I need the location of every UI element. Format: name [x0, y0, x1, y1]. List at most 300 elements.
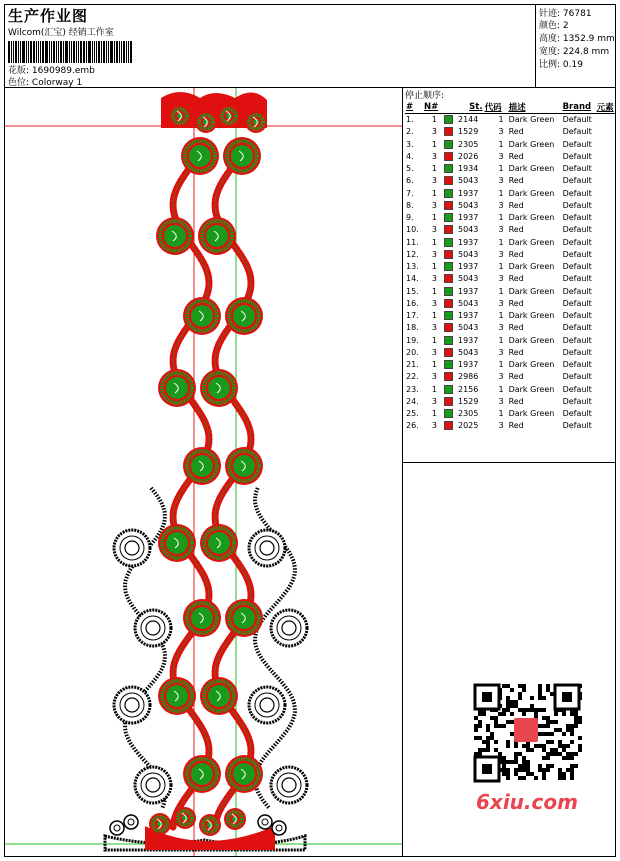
row-description: Dark Green	[508, 384, 555, 394]
row-stitches: 2156	[458, 384, 479, 394]
row-stitches: 1529	[458, 396, 479, 406]
row-index: 15.	[406, 286, 419, 296]
row-color-cell	[443, 335, 457, 347]
rosette-right-5-fill	[233, 455, 255, 477]
barcode-bar	[42, 41, 44, 63]
stop-sequence-caption: 停止顺序:	[405, 91, 445, 101]
table-row	[405, 273, 615, 285]
medallion-right-4-outer	[271, 767, 307, 803]
row-element	[596, 212, 615, 224]
row-stitches: 1937	[458, 188, 479, 198]
colors-row	[539, 18, 569, 31]
qr-module	[558, 752, 562, 756]
qr-module	[526, 748, 530, 752]
color-swatch	[444, 336, 453, 345]
row-color-cell	[443, 408, 457, 420]
barcode-bar	[18, 41, 19, 63]
row-color-cell	[443, 261, 457, 273]
row-description: Dark Green	[508, 409, 555, 419]
qr-module	[570, 764, 574, 768]
row-brand: Default	[562, 421, 592, 431]
row-stitches: 1937	[458, 360, 479, 370]
row-stitches: 5043	[458, 274, 479, 284]
qr-module	[546, 688, 550, 692]
medallion-left-4-outer	[135, 767, 171, 803]
qr-module	[546, 768, 550, 772]
row-color-cell	[443, 420, 457, 432]
rosette-left-6-fill	[166, 532, 188, 554]
qr-module	[566, 744, 570, 748]
qr-module	[514, 704, 518, 708]
row-color-cell	[443, 273, 457, 285]
row-color-cell	[443, 126, 457, 138]
row-stitches: 2305	[458, 139, 479, 149]
row-index: 3.	[406, 139, 414, 149]
row-brand: Default	[562, 249, 592, 259]
row-stitches: 5043	[458, 249, 479, 259]
qr-module	[522, 708, 526, 712]
color-swatch	[444, 372, 453, 381]
row-element	[596, 237, 615, 249]
row-brand: Default	[562, 274, 592, 284]
row-needle: 3	[431, 176, 437, 186]
color-swatch	[444, 360, 453, 369]
row-description: Red	[508, 225, 524, 235]
row-element	[596, 359, 615, 371]
barcode-bar	[126, 41, 127, 63]
row-description: Red	[508, 372, 524, 382]
row-code: 1	[498, 262, 504, 272]
stitches-label: 针迹:	[539, 9, 561, 19]
row-description: Dark Green	[508, 213, 555, 223]
row-description: Dark Green	[508, 311, 555, 321]
qr-module	[538, 696, 542, 700]
qr-module	[502, 764, 506, 768]
qr-module	[550, 732, 554, 736]
table-row	[405, 322, 615, 334]
qr-module	[506, 776, 510, 780]
qr-module	[522, 760, 526, 764]
qr-module	[522, 776, 526, 780]
color-swatch	[444, 201, 453, 210]
qr-module	[562, 776, 566, 780]
row-needle: 3	[431, 127, 437, 137]
row-description: Red	[508, 323, 524, 333]
color-swatch	[444, 409, 453, 418]
row-index: 19.	[406, 335, 419, 345]
qr-module	[574, 724, 578, 728]
qr-module	[538, 732, 542, 736]
row-brand: Default	[562, 360, 592, 370]
row-stitches: 1937	[458, 213, 479, 223]
rosette-left-8-fill	[166, 685, 188, 707]
barcode-bar	[51, 41, 52, 63]
row-description: Red	[508, 200, 524, 210]
row-description: Red	[508, 151, 524, 161]
qr-module	[474, 736, 478, 740]
colorway-label: 色位:	[8, 78, 30, 88]
color-swatch	[444, 250, 453, 259]
barcode-bar	[30, 41, 32, 63]
qr-module	[566, 724, 570, 728]
qr-module	[518, 696, 522, 700]
table-row	[405, 310, 615, 322]
qr-module	[554, 720, 558, 724]
barcode-bar	[28, 41, 29, 63]
table-row	[405, 371, 615, 383]
qr-module	[474, 752, 478, 756]
qr-module	[554, 712, 558, 716]
qr-module	[494, 716, 498, 720]
barcode-bar	[38, 41, 39, 63]
qr-module	[526, 772, 530, 776]
qr-module	[538, 724, 542, 728]
qr-module	[498, 724, 502, 728]
row-description: Red	[508, 176, 524, 186]
row-needle: 1	[431, 286, 437, 296]
table-row	[405, 249, 615, 261]
table-row	[405, 151, 615, 163]
barcode-bar	[65, 41, 68, 63]
row-stitches: 1937	[458, 262, 479, 272]
qr-module	[550, 748, 554, 752]
row-description: Red	[508, 421, 524, 431]
row-color-cell	[443, 139, 457, 151]
row-color-cell	[443, 212, 457, 224]
scale-value: 0.19	[562, 60, 583, 70]
qr-module	[478, 752, 482, 756]
watermark-logo: 6xiu.com	[476, 790, 578, 814]
qr-module	[506, 704, 510, 708]
row-color-cell	[443, 310, 457, 322]
stitches-value: 76781	[562, 9, 592, 19]
rosette-right-9-fill	[233, 763, 255, 785]
row-code: 3	[498, 249, 504, 259]
qr-module	[502, 760, 506, 764]
row-stitches: 2025	[458, 421, 479, 431]
barcode-bar	[101, 41, 102, 63]
row-color-cell	[443, 224, 457, 236]
row-needle: 3	[431, 323, 437, 333]
qr-module	[566, 768, 570, 772]
qr-module	[550, 752, 554, 756]
color-swatch	[444, 311, 453, 320]
qr-module	[570, 728, 574, 732]
table-row	[405, 408, 615, 420]
row-needle: 3	[431, 298, 437, 308]
color-swatch	[444, 127, 453, 136]
row-brand: Default	[562, 127, 592, 137]
header-panel	[5, 5, 536, 88]
table-row	[405, 298, 615, 310]
qr-module	[506, 696, 510, 700]
row-code: 1	[498, 237, 504, 247]
row-needle: 3	[431, 249, 437, 259]
width-row	[539, 44, 609, 57]
qr-module	[502, 756, 506, 760]
qr-module	[558, 728, 562, 732]
row-color-cell	[443, 200, 457, 212]
row-stitches: 1529	[458, 127, 479, 137]
qr-module	[478, 720, 482, 724]
qr-module	[570, 772, 574, 776]
bottom-medallion-3	[258, 815, 272, 829]
row-stitches: 1937	[458, 286, 479, 296]
row-needle: 3	[431, 200, 437, 210]
row-brand: Default	[562, 335, 592, 345]
row-needle: 1	[431, 311, 437, 321]
row-stitches: 2305	[458, 409, 479, 419]
qr-module	[542, 776, 546, 780]
color-swatch	[444, 152, 453, 161]
barcode-bar	[108, 41, 109, 63]
qr-module	[542, 768, 546, 772]
qr-module	[486, 736, 490, 740]
qr-module	[554, 752, 558, 756]
row-needle: 1	[431, 237, 437, 247]
qr-module	[578, 720, 582, 724]
row-index: 11.	[406, 237, 419, 247]
qr-module	[542, 756, 546, 760]
row-code: 1	[498, 335, 504, 345]
row-element	[596, 310, 615, 322]
barcode	[8, 41, 148, 63]
row-description: Dark Green	[508, 139, 555, 149]
color-swatch	[444, 115, 453, 124]
row-code: 3	[498, 298, 504, 308]
qr-module	[478, 724, 482, 728]
row-element	[596, 335, 615, 347]
rosette-left-3-fill	[191, 305, 213, 327]
row-needle: 3	[431, 347, 437, 357]
row-index: 21.	[406, 360, 419, 370]
row-needle: 1	[431, 335, 437, 345]
row-index: 14.	[406, 274, 419, 284]
row-stitches: 1937	[458, 335, 479, 345]
row-description: Red	[508, 127, 524, 137]
row-needle: 3	[431, 274, 437, 284]
qr-module	[578, 736, 582, 740]
stop-sequence-panel	[403, 88, 615, 463]
row-description: Dark Green	[508, 164, 555, 174]
barcode-bar	[76, 41, 77, 63]
row-code: 1	[498, 213, 504, 223]
qr-module	[522, 688, 526, 692]
qr-module	[562, 712, 566, 716]
qr-finder-inner-3	[482, 764, 492, 774]
row-element	[596, 126, 615, 138]
qr-module	[510, 704, 514, 708]
qr-module	[574, 712, 578, 716]
qr-module	[514, 768, 518, 772]
qr-module	[538, 692, 542, 696]
row-brand: Default	[562, 176, 592, 186]
qr-module	[554, 748, 558, 752]
row-stitches: 5043	[458, 323, 479, 333]
row-code: 1	[498, 286, 504, 296]
row-description: Dark Green	[508, 188, 555, 198]
row-stitches: 5043	[458, 225, 479, 235]
table-row	[405, 163, 615, 175]
qr-module	[542, 716, 546, 720]
row-code: 3	[498, 396, 504, 406]
row-needle: 3	[431, 396, 437, 406]
colors-value: 2	[562, 21, 569, 31]
row-description: Red	[508, 347, 524, 357]
qr-module	[538, 744, 542, 748]
barcode-bar	[13, 41, 14, 63]
qr-module	[506, 744, 510, 748]
row-element	[596, 347, 615, 359]
qr-module	[478, 712, 482, 716]
row-needle: 1	[431, 188, 437, 198]
qr-module	[542, 748, 546, 752]
qr-module	[498, 752, 502, 756]
qr-module	[542, 708, 546, 712]
row-index: 25.	[406, 409, 419, 419]
qr-module	[486, 740, 490, 744]
row-element	[596, 261, 615, 273]
col-stitches: St.	[443, 100, 484, 114]
row-needle: 3	[431, 421, 437, 431]
qr-module	[522, 768, 526, 772]
qr-module	[526, 744, 530, 748]
row-brand: Default	[562, 188, 592, 198]
barcode-bar	[33, 41, 35, 63]
qr-module	[510, 760, 514, 764]
qr-module	[570, 712, 574, 716]
rosette-right-2-fill	[206, 225, 228, 247]
height-label: 高度:	[539, 34, 561, 44]
row-brand: Default	[562, 384, 592, 394]
row-index: 10.	[406, 225, 419, 235]
medallion-right-2-outer	[271, 610, 307, 646]
row-color-cell	[443, 151, 457, 163]
row-element	[596, 408, 615, 420]
row-brand: Default	[562, 115, 592, 125]
barcode-bar	[22, 41, 25, 63]
row-code: 1	[498, 360, 504, 370]
row-index: 13.	[406, 262, 419, 272]
table-row	[405, 335, 615, 347]
medallion-left-3-outer	[114, 687, 150, 723]
qr-module	[542, 732, 546, 736]
barcode-bar	[114, 41, 115, 63]
table-row	[405, 114, 615, 127]
row-color-cell	[443, 371, 457, 383]
col-index: #	[405, 100, 423, 114]
row-color-cell	[443, 384, 457, 396]
qr-module	[474, 716, 478, 720]
qr-module	[550, 764, 554, 768]
color-swatch	[444, 140, 453, 149]
row-index: 1.	[406, 115, 414, 125]
barcode-bar	[60, 41, 62, 63]
qr-module	[566, 752, 570, 756]
qr-module	[502, 768, 506, 772]
barcode-bar	[83, 41, 85, 63]
qr-module	[494, 724, 498, 728]
row-needle: 3	[431, 151, 437, 161]
row-brand: Default	[562, 225, 592, 235]
barcode-bar	[106, 41, 107, 63]
row-description: Dark Green	[508, 335, 555, 345]
qr-module	[518, 764, 522, 768]
row-color-cell	[443, 298, 457, 310]
row-element	[596, 139, 615, 151]
row-stitches: 2026	[458, 151, 479, 161]
qr-module	[514, 756, 518, 760]
row-brand: Default	[562, 151, 592, 161]
qr-module	[526, 708, 530, 712]
color-swatch	[444, 262, 453, 271]
color-swatch	[444, 238, 453, 247]
row-stitches: 5043	[458, 200, 479, 210]
barcode-bar	[45, 41, 48, 63]
row-code: 1	[498, 188, 504, 198]
row-code: 3	[498, 225, 504, 235]
scale-row	[539, 57, 583, 70]
qr-module	[514, 752, 518, 756]
row-code: 1	[498, 311, 504, 321]
row-needle: 1	[431, 164, 437, 174]
table-row	[405, 188, 615, 200]
table-row	[405, 347, 615, 359]
row-color-cell	[443, 188, 457, 200]
medallion-right-1-outer	[249, 530, 285, 566]
qr-module	[558, 744, 562, 748]
qr-module	[578, 748, 582, 752]
barcode-bar	[49, 41, 50, 63]
medallion-left-1-outer	[114, 530, 150, 566]
row-code: 1	[498, 164, 504, 174]
qr-module	[506, 684, 510, 688]
qr-module	[538, 688, 542, 692]
row-element	[596, 286, 615, 298]
row-needle: 1	[431, 409, 437, 419]
qr-module	[494, 740, 498, 744]
table-row	[405, 224, 615, 236]
row-index: 7.	[406, 188, 414, 198]
row-element	[596, 384, 615, 396]
row-needle: 3	[431, 225, 437, 235]
qr-module	[570, 724, 574, 728]
qr-module	[514, 772, 518, 776]
qr-module	[474, 724, 478, 728]
row-brand: Default	[562, 298, 592, 308]
table-row	[405, 359, 615, 371]
rosette-right-3-fill	[233, 305, 255, 327]
qr-module	[510, 700, 514, 704]
row-element	[596, 371, 615, 383]
rosette-left-7-fill	[191, 607, 213, 629]
rosette-right-7-fill	[233, 607, 255, 629]
barcode-bar	[94, 41, 95, 63]
qr-module	[506, 708, 510, 712]
col-needle: N#	[423, 100, 443, 114]
barcode-bar	[121, 41, 122, 63]
color-swatch	[444, 287, 453, 296]
qr-module	[546, 724, 550, 728]
qr-module	[574, 716, 578, 720]
qr-center-logo	[514, 718, 538, 742]
row-index: 18.	[406, 323, 419, 333]
qr-module	[530, 704, 534, 708]
rosette-right-4-fill	[208, 377, 230, 399]
qr-module	[502, 708, 506, 712]
table-row	[405, 261, 615, 273]
row-needle: 1	[431, 262, 437, 272]
